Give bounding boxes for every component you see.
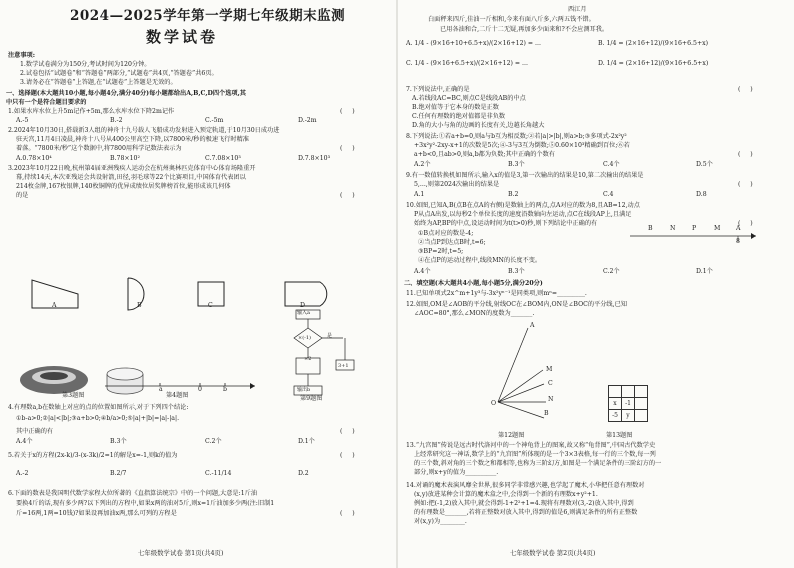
flow-multiply: ×(-1) (298, 335, 311, 341)
question-1: 1.如果水库水位上升5m记作+5m,那么水库水位下降2m记作 (8, 108, 175, 115)
q3-label-b: B (137, 302, 142, 309)
q7-option-b: B.绝对值等于它本身的数是正数 (412, 104, 499, 111)
q10-axis-m: M (714, 225, 721, 232)
q1-option-a: A.-5 (16, 117, 29, 124)
q3-label-a: A (52, 302, 57, 309)
q10-axis-8: 8 (736, 238, 740, 245)
q2-option-a: A.0.78×10⁴ (16, 155, 52, 162)
note-1: 1.数学试卷满分为150分,考试时间为120分钟。 (20, 61, 151, 68)
q10-item-2: ②当点P到达点B时,t=6; (418, 239, 486, 246)
exam-title: 2024—2025学年第一学期七年级期末监测 (70, 8, 346, 24)
question-5: 5.若关于x的方程(2x-k)/3-(x-3k)/2=1的解是x=-1,则k的值为 (8, 452, 178, 459)
question-6-line-1: 6.下面的数表是我国明代数学家程大位所著的《直指算法统宗》中的一个问题,大意是:1斤油 (8, 490, 258, 497)
q10-item-4: ④在点P的运动过程中,线段MN的长度不变。 (418, 257, 542, 264)
q6-option-d: D. 1/4 = (2×16+12)/(9×16+6.5+x) (598, 60, 709, 67)
magic-square-grid (608, 385, 648, 422)
ray-label-b: B (544, 410, 549, 417)
grid-cell (622, 386, 635, 398)
axis-label-b: b (223, 386, 227, 393)
poem-title: 西江月 (568, 6, 587, 13)
question-13-line-4: 部分,则x+y的值为__________. (414, 469, 499, 476)
grid-cell: x (609, 398, 622, 410)
flow-input: 输入a (297, 310, 310, 316)
q10-option-b: B.3个 (508, 268, 525, 275)
q3-label-d: D (300, 302, 305, 309)
question-11: 11.已知单项式2x^m+1y³与-3x²yⁿ⁻¹是同类项,则mⁿ=_________. (406, 290, 587, 297)
grid-cell (635, 386, 648, 398)
q10-axis-p: P (692, 225, 697, 232)
figure-3-caption: 第3题图 (62, 392, 85, 399)
ray-label-c: C (548, 380, 553, 387)
q1-option-b: B.-2 (110, 117, 123, 124)
question-13-line-3: 的三个数,斜对角的三个数之和都相等,也称为三阶幻方,如图是一个满足条件的三阶幻方的一 (414, 460, 662, 467)
question-3-line-4: 的是 (16, 192, 29, 199)
q7-option-c: C.任何有理数的绝对值都是非负数 (412, 113, 506, 120)
ray-label-n: N (548, 396, 554, 403)
answer-bracket: ( ) (340, 428, 355, 435)
question-14-line-5: 对(x,y)为________. (414, 518, 467, 525)
left-page (0, 0, 396, 568)
exam-subtitle: 数学试卷 (146, 28, 219, 46)
q5-option-d: D.2 (298, 470, 309, 477)
grid-cell (609, 386, 622, 398)
q9-option-b: B.2 (508, 191, 519, 198)
right-page (398, 0, 794, 568)
q4-option-a: A.4个 (16, 438, 33, 445)
q10-option-c: C.2个 (603, 268, 620, 275)
q8-option-d: D.5个 (696, 161, 713, 168)
left-footer: 七年级数学试卷 第1页(共4页) (138, 549, 224, 557)
figure-4-caption: 第4题图 (166, 392, 189, 399)
q10-axis-b: B (648, 225, 653, 232)
right-footer: 七年级数学试卷 第2页(共4页) (510, 549, 596, 557)
q10-axis-a: A (736, 225, 741, 232)
grid-cell (635, 398, 648, 410)
question-6-line-3: 斤=16两,1两=10钱)?如果设再加油x两,那么可列的方程是 (16, 510, 177, 517)
flow-yes: 是 (327, 333, 333, 339)
flow-output: 输出b (297, 387, 311, 393)
q10-item-3: ③BP=2时,t=5; (418, 248, 464, 255)
q10-item-1: ①B点对应的数是-4; (418, 230, 474, 237)
q5-option-c: C.-11/14 (205, 470, 232, 477)
q2-option-c: C.7.08×10³ (205, 155, 241, 162)
q4-option-b: B.3个 (110, 438, 127, 445)
flow-plus: 3+1 (338, 363, 349, 369)
question-8-line-3: a+b<0,且ab>0,则a,b都为负数;其中正确的个数有 (414, 151, 555, 158)
q5-option-b: B.2/7 (110, 470, 127, 477)
poem-line-2: 已用各油和合,二斤十二无疑,再加多少面来和?不会应测耳我。 (440, 26, 609, 33)
axis-label-a: a (159, 386, 163, 393)
flow-double: ×2 (304, 356, 312, 362)
q2-option-d: D.7.8×10³ (298, 155, 331, 162)
question-8-line-2: +3x²y²-2xy-x+1的次数是5次;④-3与3互为倒数;⑤0.60×10³精确到百位;⑥若 (414, 142, 630, 149)
q6-option-c: C. 1/4 - (9×16+6.5+x)/(2×16+12) = ... (406, 60, 528, 67)
q1-option-d: D.-2m (298, 117, 317, 124)
q3-shapes (0, 200, 396, 320)
notes-heading: 注意事项: (8, 52, 36, 59)
d-shape (285, 282, 327, 306)
question-10-line-3: 始终为AP,BP的中点,设运动时间为t(t>0)秒,则下列结论中正确的有 (414, 220, 598, 227)
question-13-line-2: 上经常研究这一神话,数学上的“九宫图”所体现的是一个3×3表格,每一行的三个数,每一列 (414, 451, 656, 458)
answer-bracket: ( ) (340, 108, 355, 115)
grid-cell: y (622, 410, 635, 422)
question-9-line-1: 9.有一数值转换机如图所示,输入x的值是3,第一次输出的结果是10,第二次输出的结果是 (406, 172, 644, 179)
note-2: 2.试卷包括“试题卷”和“答题卷”两部分,“试题卷”共4页,“答题卷”共6页。 (20, 70, 218, 77)
figure-9-caption: 第9题图 (300, 395, 323, 402)
q2-option-b: B.78×10² (110, 155, 140, 162)
question-8-line-1: 8.下列说法:①若a+b=0,则a与b互为相反数;②若|a|>|b|,则a>b;③多项式-2x²y² (406, 133, 627, 140)
question-2-line-3: 着落。“7800米/秒”这个数据中,将7800用科学记数法表示为 (16, 145, 182, 152)
q4-option-d: D.1个 (298, 438, 315, 445)
answer-bracket: ( ) (738, 220, 753, 227)
grid-cell (635, 410, 648, 422)
q3-label-c: C (208, 302, 213, 309)
figure-12-caption: 第12题图 (498, 432, 525, 439)
axis-label-zero: 0 (198, 386, 202, 393)
answer-bracket: ( ) (738, 86, 753, 93)
q8-option-c: C.4个 (603, 161, 620, 168)
q9-option-c: C.4 (603, 191, 614, 198)
answer-bracket: ( ) (340, 510, 355, 517)
question-12-line-2: ∠AOC=80°,那么∠MON的度数为_______. (414, 310, 535, 317)
question-14-line-4: 的有理数是_______,若将正整数对放入其中,得到的值是6,则满足条件的所有正整数 (414, 509, 638, 516)
question-12-line-1: 12.如图,OM是∠AOB的平分线,射线OC在∠BOM内,ON是∠BOC的平分线,已知 (406, 301, 627, 308)
q10-option-d: D.1个 (696, 268, 713, 275)
question-3-line-3: 214枚金牌,167枚银牌,140枚铜牌的优异成绩位居奖牌榜首位,能形成该几何体 (16, 183, 231, 190)
grid-cell: -5 (609, 410, 622, 422)
poem-line-1: 白面秤来四斤,佳油一斤相和,今来有面八斤多,六两五钱不错。 (428, 16, 595, 23)
q9-option-a: A.1 (414, 191, 425, 198)
q5-option-a: A.-2 (16, 470, 29, 477)
q9-option-d: D.8 (696, 191, 707, 198)
ray-label-m: M (546, 366, 553, 373)
question-2-line-1: 2.2024年10月30日,搭载新3人组的神舟十九号载人飞船成功发射进入预定轨道,于10月30日成功进 (8, 127, 280, 134)
q7-option-a: A.若线段AC=BC,则点C是线段AB的中点 (412, 95, 526, 102)
section-2-heading: 二、填空题(本大题共4小题,每小题5分,满分20分) (404, 280, 543, 287)
question-4-items: ①b-a>0;②|a|<|b|;③a+b>0;④b/a>0;⑤|a|+|b|=|a|-|a|. (16, 415, 180, 422)
question-4: 4.有理数a,b在数轴上对应的点的位置如图所示,对于下列四个结论: (8, 404, 189, 411)
section-1-heading: 一、选择题(本大题共10小题,每小题4分,满分40分)每小题都给出A,B,C,D四个选项,其 (6, 90, 246, 97)
question-13-line-1: 13.“九宫图”传说是远古时代洛河中的一个神龟背上的图案,故又称“龟背图”,中国古代数学史 (406, 442, 656, 449)
question-3-line-1: 3.2023年10月22日晚,杭州第4届亚洲残疾人运动会在杭州奥林匹克体育中心体育场隆重开 (8, 165, 256, 172)
note-3: 3.请务必在“答题卷”上答题,在“试题卷”上答题是无效的。 (20, 79, 177, 86)
q1-option-c: C.-5m (205, 117, 224, 124)
ray-label-a: A (530, 322, 535, 329)
q6-option-b: B. 1/4 = (2×16+12)/(9×16+6.5+x) (598, 40, 709, 47)
question-10-line-2: P从点A出发,以每秒2个单位长度的速度沿数轴向左运动,点C在线段AP上,且满足 (414, 211, 632, 218)
answer-bracket: ( ) (340, 145, 355, 152)
question-14-line-3: 例如:把(-1,2)放入其中,就会得到-1+2²+1=4.现将有理数对(3,-2)放入其中,得到 (414, 500, 634, 507)
q7-option-d: D.角的大小与角的边画的长度有关,边越长角越大 (412, 122, 545, 129)
figure-13-caption: 第13题图 (606, 432, 633, 439)
q6-option-a: A. 1/4 - (9×16+10+6.5+x)/(2×16+12) = ... (406, 40, 541, 47)
answer-bracket: ( ) (738, 151, 753, 158)
question-10-line-1: 10.如图,已知A,B(点B在点A的右侧)是数轴上的两点,点A对应的数为8,且AB=12,动点 (406, 202, 640, 209)
q8-option-b: B.3个 (508, 161, 525, 168)
answer-bracket: ( ) (340, 452, 355, 459)
q8-option-a: A.2个 (414, 161, 431, 168)
question-14-line-2: (x,y)放进某种会计算的魔术盒之中,会得到一个新的有理数x+y²+1. (414, 491, 598, 498)
question-14-line-1: 14.对诵的魔术表演风靡全世界,很多同学非常感兴趣,也学起了魔术,小华把任意有理数对 (406, 482, 645, 489)
grid-cell: -1 (622, 398, 635, 410)
question-9-line-2: 5,...,则第2024次输出的结果是 (414, 181, 500, 188)
answer-bracket: ( ) (340, 192, 355, 199)
answer-bracket: ( ) (738, 181, 753, 188)
question-2-line-2: 驻天宫,11月4日凌晨,神舟十八号从400公里高空下降,以7800米/秒的极速飞行时精准 (16, 136, 249, 143)
ray-label-o: O (491, 400, 497, 407)
question-4-ask: 其中正确的有 (16, 428, 54, 435)
q10-axis-n: N (670, 225, 676, 232)
question-6-line-2: 要换4斤的话,现有多少两?以下列出的方程中,如果x两的油对5斤,则x=1斤油加多少两(注:旧制1 (16, 500, 275, 507)
question-3-line-2: 幕,持续14天,本次亚残运会共设射箭,田径,羽毛球等22个比赛项目,中国体育代表团以 (16, 174, 246, 181)
q4-option-c: C.2个 (205, 438, 222, 445)
section-1-heading-cont: 中只有一个是符合题目要求的 (6, 99, 87, 106)
q10-option-a: A.4个 (414, 268, 431, 275)
question-7: 7.下列说法中,正确的是 (406, 86, 470, 93)
q12-angle-figure (488, 322, 578, 412)
